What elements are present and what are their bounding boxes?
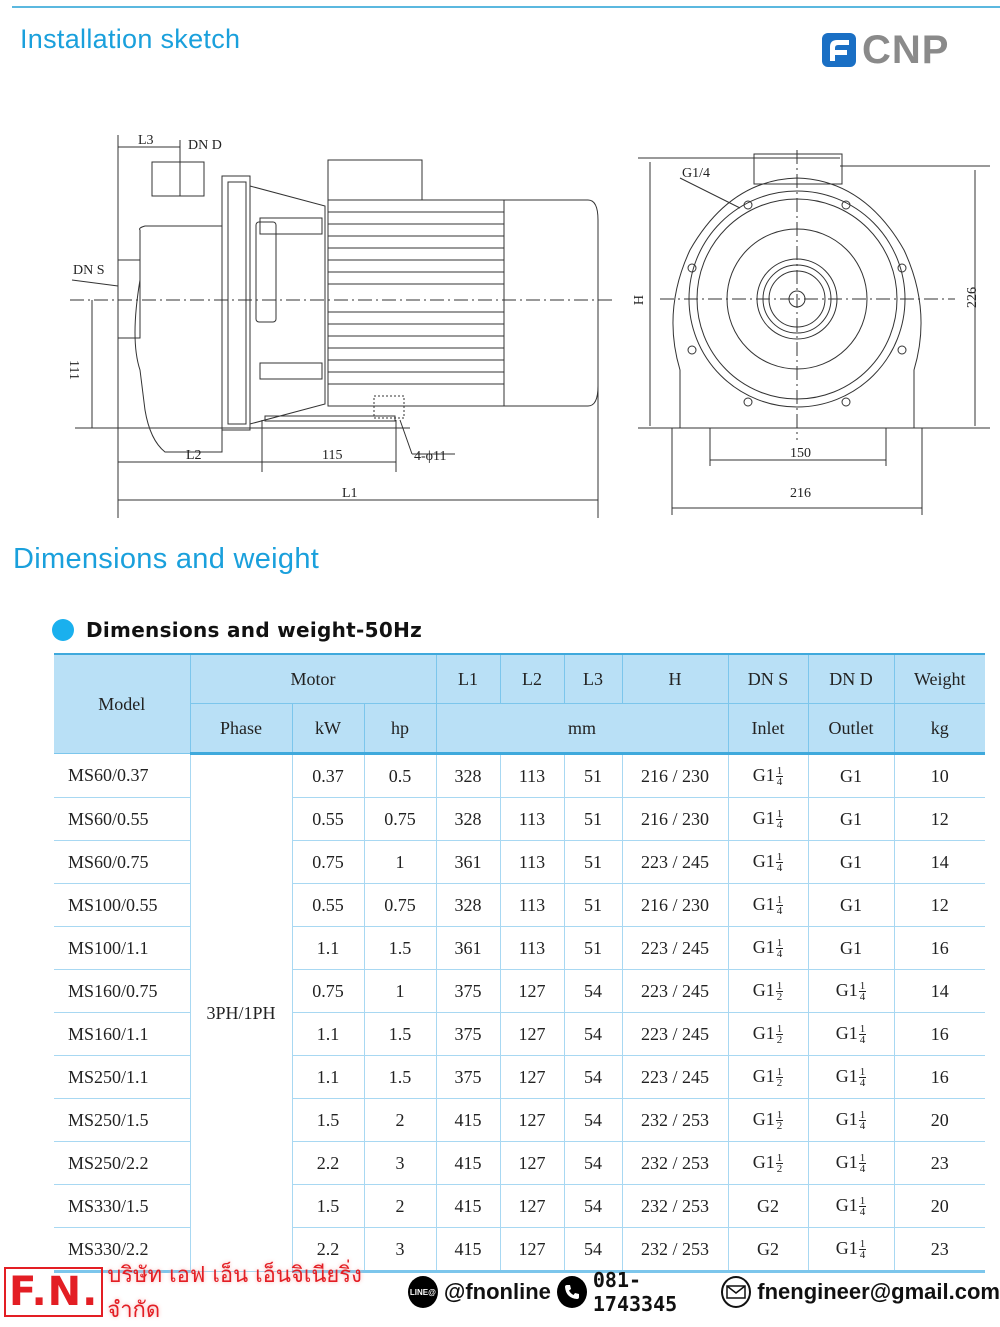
cell-l1: 328	[436, 884, 500, 927]
cell-model: MS60/0.75	[54, 841, 190, 884]
fitting-base: G1	[835, 1022, 858, 1043]
cell-hp: 2	[364, 1099, 436, 1142]
fitting-base: G1	[752, 1151, 775, 1172]
fraction-denominator: 4	[776, 948, 783, 961]
cell-hp: 1	[364, 841, 436, 884]
cell-kw: 1.1	[292, 1056, 364, 1099]
label-dn-d: DN D	[188, 138, 222, 153]
dimensions-subheading	[52, 618, 422, 642]
fraction-denominator: 4	[859, 1163, 866, 1176]
cell-hp: 1	[364, 970, 436, 1013]
cell-weight: 16	[894, 1056, 985, 1099]
cell-hp: 1.5	[364, 1056, 436, 1099]
label-h: H	[630, 295, 645, 306]
cell-l2: 113	[500, 884, 564, 927]
fitting-base: G1	[835, 979, 858, 1000]
header-l1: L1	[436, 654, 500, 704]
cell-kw: 1.1	[292, 1013, 364, 1056]
fitting-fraction	[776, 1024, 784, 1045]
dimensions-subtitle: Dimensions and weight-50Hz	[86, 618, 423, 642]
cell-phase: 3PH/1PH	[190, 754, 292, 1272]
cell-l3: 54	[564, 1228, 622, 1272]
fraction-denominator: 4	[859, 1034, 866, 1047]
line-icon: LINE@	[408, 1276, 438, 1308]
cell-h: 216 / 230	[622, 798, 728, 841]
fraction-denominator: 4	[859, 1206, 866, 1219]
cell-outlet	[808, 1056, 894, 1099]
cell-inlet	[728, 1013, 808, 1056]
fitting-fraction	[776, 766, 784, 787]
fitting-fraction	[859, 1196, 867, 1217]
front-view-drawing	[638, 150, 990, 515]
fraction-numerator: 1	[776, 894, 783, 907]
cell-kw: 2.2	[292, 1228, 364, 1272]
cell-weight: 14	[894, 970, 985, 1013]
cell-l3: 54	[564, 1142, 622, 1185]
fitting-fraction	[859, 1067, 867, 1088]
cell-h: 223 / 245	[622, 970, 728, 1013]
fitting-base: G1	[752, 936, 775, 957]
cell-h: 232 / 253	[622, 1142, 728, 1185]
cell-kw: 0.75	[292, 970, 364, 1013]
cell-l1: 415	[436, 1099, 500, 1142]
fitting-base: G1	[840, 851, 862, 872]
installation-sketch-title: Installation sketch	[20, 24, 241, 54]
label-216: 216	[790, 486, 811, 501]
header-hp: hp	[364, 704, 436, 754]
cell-outlet	[808, 798, 894, 841]
label-holes: 4-ϕ11	[414, 449, 447, 464]
cell-inlet	[728, 841, 808, 884]
fraction-numerator: 1	[776, 1109, 783, 1122]
cell-l1: 361	[436, 841, 500, 884]
fraction-numerator: 1	[859, 1152, 866, 1165]
fraction-denominator: 2	[776, 1120, 783, 1133]
cell-inlet	[728, 754, 808, 798]
cell-l1: 375	[436, 970, 500, 1013]
fraction-denominator: 4	[776, 776, 783, 789]
cell-h: 223 / 245	[622, 841, 728, 884]
cell-inlet	[728, 1099, 808, 1142]
fraction-numerator: 1	[859, 980, 866, 993]
fitting-fraction	[776, 1153, 784, 1174]
fraction-denominator: 4	[776, 819, 783, 832]
cell-h: 223 / 245	[622, 1013, 728, 1056]
fitting-base: G1	[752, 893, 775, 914]
cell-inlet	[728, 970, 808, 1013]
fitting-fraction	[859, 1110, 867, 1131]
cell-l3: 54	[564, 1099, 622, 1142]
label-dn-s: DN S	[73, 263, 105, 278]
fraction-numerator: 1	[776, 1152, 783, 1165]
cell-hp: 0.75	[364, 884, 436, 927]
cell-kw: 0.75	[292, 841, 364, 884]
fraction-numerator: 1	[859, 1066, 866, 1079]
header-inlet: Inlet	[728, 704, 808, 754]
cell-l1: 328	[436, 798, 500, 841]
fraction-numerator: 1	[776, 1023, 783, 1036]
fraction-denominator: 4	[859, 1077, 866, 1090]
fitting-fraction	[859, 981, 867, 1002]
label-l2: L2	[186, 448, 202, 463]
fitting-fraction	[776, 981, 784, 1002]
table-header-row-2	[54, 704, 985, 754]
fraction-denominator: 4	[859, 1120, 866, 1133]
cell-l2: 127	[500, 1099, 564, 1142]
cell-l3: 54	[564, 1056, 622, 1099]
fraction-denominator: 2	[776, 991, 783, 1004]
header-outlet: Outlet	[808, 704, 894, 754]
cell-outlet	[808, 754, 894, 798]
fraction-numerator: 1	[776, 937, 783, 950]
cell-model: MS330/1.5	[54, 1185, 190, 1228]
fitting-fraction	[859, 1024, 867, 1045]
line-id[interactable]: @fnonline	[443, 1279, 551, 1304]
header-dn-s: DN S	[728, 654, 808, 704]
email-icon	[721, 1276, 751, 1308]
fitting-base: G1	[835, 1194, 858, 1215]
fitting-base: G1	[835, 1237, 858, 1258]
table-body	[54, 754, 985, 1272]
email-address[interactable]: fnengineer@gmail.com	[757, 1279, 1000, 1304]
cell-model: MS160/1.1	[54, 1013, 190, 1056]
cell-l2: 113	[500, 927, 564, 970]
cell-inlet	[728, 927, 808, 970]
cell-inlet	[728, 1185, 808, 1228]
label-150: 150	[790, 446, 811, 461]
header-phase: Phase	[190, 704, 292, 754]
fitting-base: G1	[835, 1151, 858, 1172]
fitting-fraction	[776, 852, 784, 873]
fitting-base: G1	[752, 1065, 775, 1086]
cell-model: MS60/0.37	[54, 754, 190, 798]
cell-hp: 1.5	[364, 927, 436, 970]
bullet-dot-icon	[52, 619, 74, 641]
cell-h: 216 / 230	[622, 884, 728, 927]
header-l3: L3	[564, 654, 622, 704]
cell-l2: 127	[500, 1056, 564, 1099]
fraction-denominator: 4	[776, 862, 783, 875]
fraction-denominator: 2	[776, 1077, 783, 1090]
fitting-base: G1	[752, 1022, 775, 1043]
cell-l3: 51	[564, 798, 622, 841]
cell-model: MS330/2.2	[54, 1228, 190, 1272]
label-111: 111	[66, 360, 81, 380]
cell-h: 232 / 253	[622, 1185, 728, 1228]
cell-weight: 12	[894, 798, 985, 841]
cell-weight: 20	[894, 1185, 985, 1228]
cell-h: 232 / 253	[622, 1228, 728, 1272]
cell-model: MS100/1.1	[54, 927, 190, 970]
cell-l1: 361	[436, 927, 500, 970]
cell-l3: 54	[564, 1013, 622, 1056]
cell-weight: 12	[894, 884, 985, 927]
cell-inlet	[728, 884, 808, 927]
header-l2: L2	[500, 654, 564, 704]
cell-hp: 3	[364, 1142, 436, 1185]
header-kw: kW	[292, 704, 364, 754]
fraction-numerator: 1	[776, 980, 783, 993]
fitting-fraction	[859, 1239, 867, 1260]
cell-weight: 10	[894, 754, 985, 798]
cell-model: MS250/1.1	[54, 1056, 190, 1099]
cell-hp: 3	[364, 1228, 436, 1272]
cnp-logo-mark-icon	[822, 33, 856, 67]
cell-model: MS250/2.2	[54, 1142, 190, 1185]
label-g14: G1/4	[682, 166, 710, 181]
fitting-fraction	[776, 938, 784, 959]
fitting-fraction	[776, 895, 784, 916]
cell-kw: 0.37	[292, 754, 364, 798]
cell-l3: 54	[564, 970, 622, 1013]
cell-outlet	[808, 884, 894, 927]
cell-l3: 51	[564, 884, 622, 927]
cell-model: MS250/1.5	[54, 1099, 190, 1142]
label-l3: L3	[138, 133, 154, 148]
cell-model: MS100/0.55	[54, 884, 190, 927]
fraction-denominator: 4	[776, 905, 783, 918]
fitting-base: G1	[752, 850, 775, 871]
cell-kw: 1.5	[292, 1099, 364, 1142]
cell-hp: 0.75	[364, 798, 436, 841]
label-226: 226	[965, 287, 980, 308]
cell-outlet	[808, 927, 894, 970]
cell-outlet	[808, 1142, 894, 1185]
cell-l1: 415	[436, 1185, 500, 1228]
fitting-base: G1	[840, 808, 862, 829]
cell-h: 216 / 230	[622, 754, 728, 798]
fitting-base: G1	[840, 937, 862, 958]
cell-l2: 127	[500, 1185, 564, 1228]
phone-icon	[557, 1276, 587, 1308]
cell-kw: 1.5	[292, 1185, 364, 1228]
fraction-denominator: 2	[776, 1034, 783, 1047]
cell-hp: 2	[364, 1185, 436, 1228]
dimensions-title: Dimensions and weight	[13, 543, 320, 575]
cell-outlet	[808, 841, 894, 884]
cell-l1: 415	[436, 1142, 500, 1185]
fitting-base: G1	[835, 1065, 858, 1086]
fitting-fraction	[776, 809, 784, 830]
installation-sketch	[0, 110, 1000, 530]
cell-hp: 0.5	[364, 754, 436, 798]
cell-weight: 14	[894, 841, 985, 884]
cell-inlet	[728, 1056, 808, 1099]
cell-l2: 127	[500, 970, 564, 1013]
label-115: 115	[322, 448, 343, 463]
header-mm: mm	[436, 704, 728, 754]
cell-kw: 0.55	[292, 884, 364, 927]
footer-contact-bar	[4, 1263, 1000, 1323]
cell-l2: 127	[500, 1228, 564, 1272]
table-header-row-1	[54, 654, 985, 704]
cell-l2: 127	[500, 1013, 564, 1056]
fraction-numerator: 1	[776, 1066, 783, 1079]
cell-weight: 16	[894, 927, 985, 970]
cell-l1: 328	[436, 754, 500, 798]
cnp-logo-text: CNP	[862, 28, 950, 72]
cell-outlet	[808, 1013, 894, 1056]
fraction-denominator: 4	[859, 991, 866, 1004]
cnp-logo	[822, 30, 949, 70]
fraction-numerator: 1	[859, 1238, 866, 1251]
cell-outlet	[808, 970, 894, 1013]
fitting-fraction	[776, 1110, 784, 1131]
fraction-denominator: 4	[859, 1249, 866, 1262]
fitting-base: G1	[840, 894, 862, 915]
cell-l2: 127	[500, 1142, 564, 1185]
cell-l3: 54	[564, 1185, 622, 1228]
cell-l2: 113	[500, 754, 564, 798]
cell-hp: 1.5	[364, 1013, 436, 1056]
company-name: บริษัท เอฟ เอ็น เอ็นจิเนียริ่ง จำกัด	[107, 1263, 362, 1323]
label-l1: L1	[342, 486, 358, 501]
cell-kw: 2.2	[292, 1142, 364, 1185]
cell-weight: 20	[894, 1099, 985, 1142]
cell-outlet	[808, 1099, 894, 1142]
header-h: H	[622, 654, 728, 704]
fitting-base: G1	[752, 1108, 775, 1129]
fitting-base: G1	[752, 807, 775, 828]
fitting-base: G1	[835, 1108, 858, 1129]
cell-h: 232 / 253	[622, 1099, 728, 1142]
header-weight: Weight	[894, 654, 985, 704]
cell-l3: 51	[564, 754, 622, 798]
fraction-numerator: 1	[859, 1109, 866, 1122]
phone-number[interactable]: 081-1743345	[592, 1268, 678, 1316]
fraction-denominator: 2	[776, 1163, 783, 1176]
cell-l1: 375	[436, 1056, 500, 1099]
fraction-numerator: 1	[859, 1023, 866, 1036]
cell-kw: 0.55	[292, 798, 364, 841]
table-row	[54, 754, 985, 798]
fraction-numerator: 1	[776, 851, 783, 864]
fraction-numerator: 1	[776, 765, 783, 778]
cell-model: MS60/0.55	[54, 798, 190, 841]
cell-inlet	[728, 1142, 808, 1185]
cell-l3: 51	[564, 927, 622, 970]
dimensions-table	[54, 653, 985, 1273]
fitting-base: G1	[752, 764, 775, 785]
cell-l1: 415	[436, 1228, 500, 1272]
header-model: Model	[54, 654, 190, 754]
cell-l2: 113	[500, 841, 564, 884]
cell-l1: 375	[436, 1013, 500, 1056]
cell-weight: 16	[894, 1013, 985, 1056]
cell-model: MS160/0.75	[54, 970, 190, 1013]
cell-h: 223 / 245	[622, 927, 728, 970]
fitting-base: G2	[757, 1238, 779, 1259]
cell-outlet	[808, 1185, 894, 1228]
cell-inlet	[728, 798, 808, 841]
cell-h: 223 / 245	[622, 1056, 728, 1099]
header-kg: kg	[894, 704, 985, 754]
cell-weight: 23	[894, 1142, 985, 1185]
fitting-fraction	[859, 1153, 867, 1174]
fraction-numerator: 1	[776, 808, 783, 821]
fitting-base: G1	[840, 765, 862, 786]
cell-weight: 23	[894, 1228, 985, 1272]
fn-logo: F.N.	[4, 1267, 103, 1317]
motor-fins	[328, 212, 504, 384]
header-motor: Motor	[190, 654, 436, 704]
fitting-base: G2	[757, 1195, 779, 1216]
fitting-fraction	[776, 1067, 784, 1088]
fraction-numerator: 1	[859, 1195, 866, 1208]
cell-kw: 1.1	[292, 927, 364, 970]
cell-l3: 51	[564, 841, 622, 884]
header-dn-d: DN D	[808, 654, 894, 704]
fitting-base: G1	[752, 979, 775, 1000]
cell-l2: 113	[500, 798, 564, 841]
top-rule	[12, 6, 1000, 8]
